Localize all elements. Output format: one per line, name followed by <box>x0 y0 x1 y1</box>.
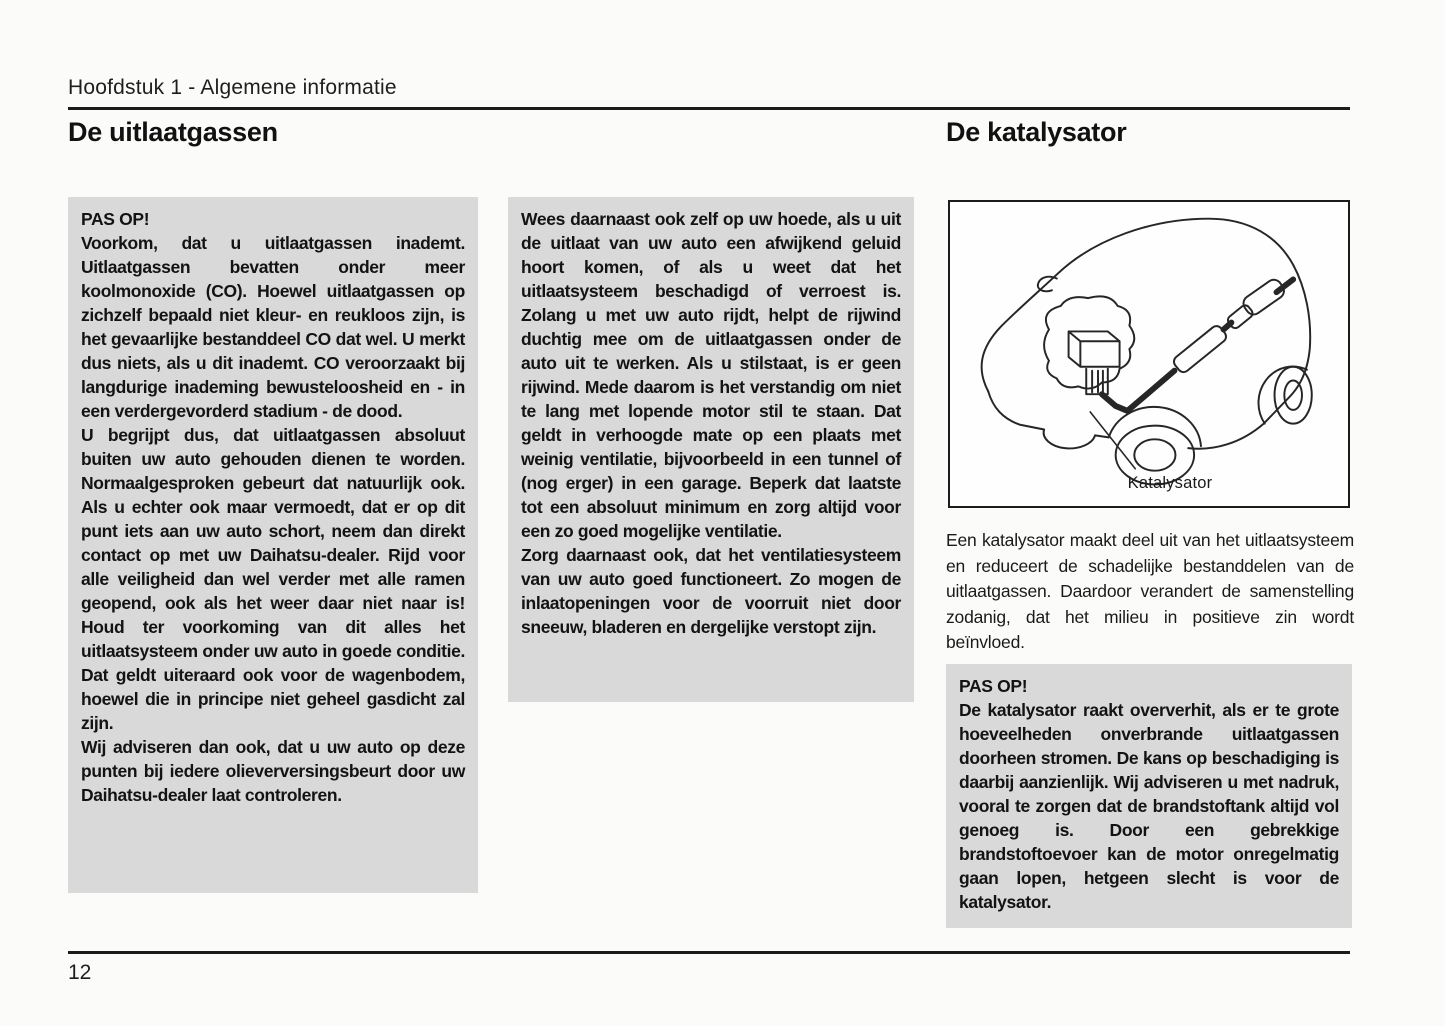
mid-wheel-rim <box>1134 439 1175 470</box>
car-bottom-edge <box>1095 435 1109 437</box>
section-title-uitlaatgassen: De uitlaatgassen <box>68 117 278 147</box>
footer-divider <box>68 951 1350 954</box>
engine-block <box>1069 331 1120 366</box>
page-number: 12 <box>68 961 92 984</box>
info-paragraph: Zorg daarnaast ook, dat het ventilatiesysteem van uw auto goed functioneert. Zo mogen de inlaatopeningen voor de voorruit niet door sneeuw, bladeren en dergelijke verstopt zijn. <box>521 545 901 637</box>
front-wheel <box>1044 430 1095 449</box>
engine-outline <box>1044 296 1134 388</box>
katalysator-cylinder <box>1172 324 1229 375</box>
info-paragraph: Wees daarnaast ook zelf op uw hoede, als u uit de uitlaat van uw auto een afwijkend geluid hoort komen, of als u weet dat het uitlaatsysteem beschadigd of verroest is. Zolang u met uw auto rijdt, helpt de rijwind duchtig mee om de uitlaatgassen onder de auto uit te werken. Als u stilstaat, is er geen rijwind. Mede daarom is het verstandig om niet te lang met lopende motor stil te staan. Dat geldt in verhoogde mate op een plaats met weinig ventilatie, bijvoorbeeld in een tunnel of (nog erger) in een garage. Beperk dat laatste tot een absoluut minimum en zorg altijd voor een zo goed mogelijke ventilatie. <box>521 209 901 541</box>
figure-label-katalysator: Katalysator <box>1127 474 1213 492</box>
rear-wheel-rim <box>1284 380 1302 409</box>
warning-box-katalysator <box>946 664 1352 928</box>
warning-box-exhaust <box>68 197 478 893</box>
warning-heading: PAS OP! <box>81 209 150 229</box>
header-divider <box>68 107 1350 110</box>
chapter-breadcrumb: Hoofdstuk 1 - Algemene informatie <box>68 76 397 99</box>
warning-paragraph: Voorkom, dat u uitlaatgassen inademt. Uitlaatgassen bevatten onder meer koolmonoxide (CO). Hoewel uitlaatgassen op zichzelf bepaald niet kleur- en reukloos zijn, is het gevaarlijke bestanddeel CO dat wel. U merkt dus niets, als u dit inademt. CO veroorzaakt bij langdurige inademing bewusteloosheid en - in een verdergevorderd stadium - de dood. <box>81 233 465 421</box>
section-title-katalysator: De katalysator <box>946 117 1127 147</box>
car-exhaust-illustration <box>950 202 1348 506</box>
muffler <box>1240 277 1287 318</box>
exhaust-pipe <box>1102 279 1293 410</box>
rear-wheel <box>1275 367 1312 424</box>
info-box-exhaust-continued <box>508 197 914 702</box>
car-front-lower <box>988 391 1044 429</box>
rear-wheel-arch <box>1258 367 1306 424</box>
warning-paragraph: De katalysator raakt oververhit, als er te grote hoeveelheden onverbrande uitlaatgassen doorheen stromen. De kans op beschadiging is daarbij aanzienlijk. Wij adviseren u met nadruk, vooral te zorgen dat de brandstoftank altijd vol genoeg is. Door een gebrekkige brandstoftoevoer kan de motor onregelmatig gaan lopen, hetgeen slecht is voor de katalysator. <box>959 700 1339 912</box>
katalysator-figure <box>948 200 1350 508</box>
warning-heading: PAS OP! <box>959 676 1028 696</box>
warning-paragraph: U begrijpt dus, dat uitlaatgassen absoluut buiten uw auto gehouden dienen te worden. Normaalgesproken gebeurt dat natuurlijk ook. Als u echter ook maar vermoedt, dat er op dit punt iets aan uw auto schort, neem dan direkt contact op met uw Daihatsu-dealer. Rijd voor alle veiligheid dan wel verder met alle ramen geopend, ook als het weer daar niet naar is! Houd ter voorkoming van dit alles het uitlaatsysteem onder uw auto in goede conditie. Dat geldt uiteraard ook voor de wagenbodem, hoewel die in principe niet geheel gasdicht zal zijn. <box>81 425 465 733</box>
warning-paragraph: Wij adviseren dan ook, dat u uw auto op deze punten bij iedere olieverversingsbeurt door uw Daihatsu-dealer laat controleren. <box>81 737 465 805</box>
katalysator-intro <box>946 528 1354 656</box>
flex-joint <box>1226 303 1254 330</box>
leader-line <box>1090 412 1135 469</box>
intro-paragraph: Een katalysator maakt deel uit van het uitlaatsysteem en reduceert de schadelijke bestanddelen van de uitlaatgassen. Daardoor verandert de samenstelling zodanig, dat het milieu in positieve zin wordt beïnvloed. <box>946 530 1354 652</box>
